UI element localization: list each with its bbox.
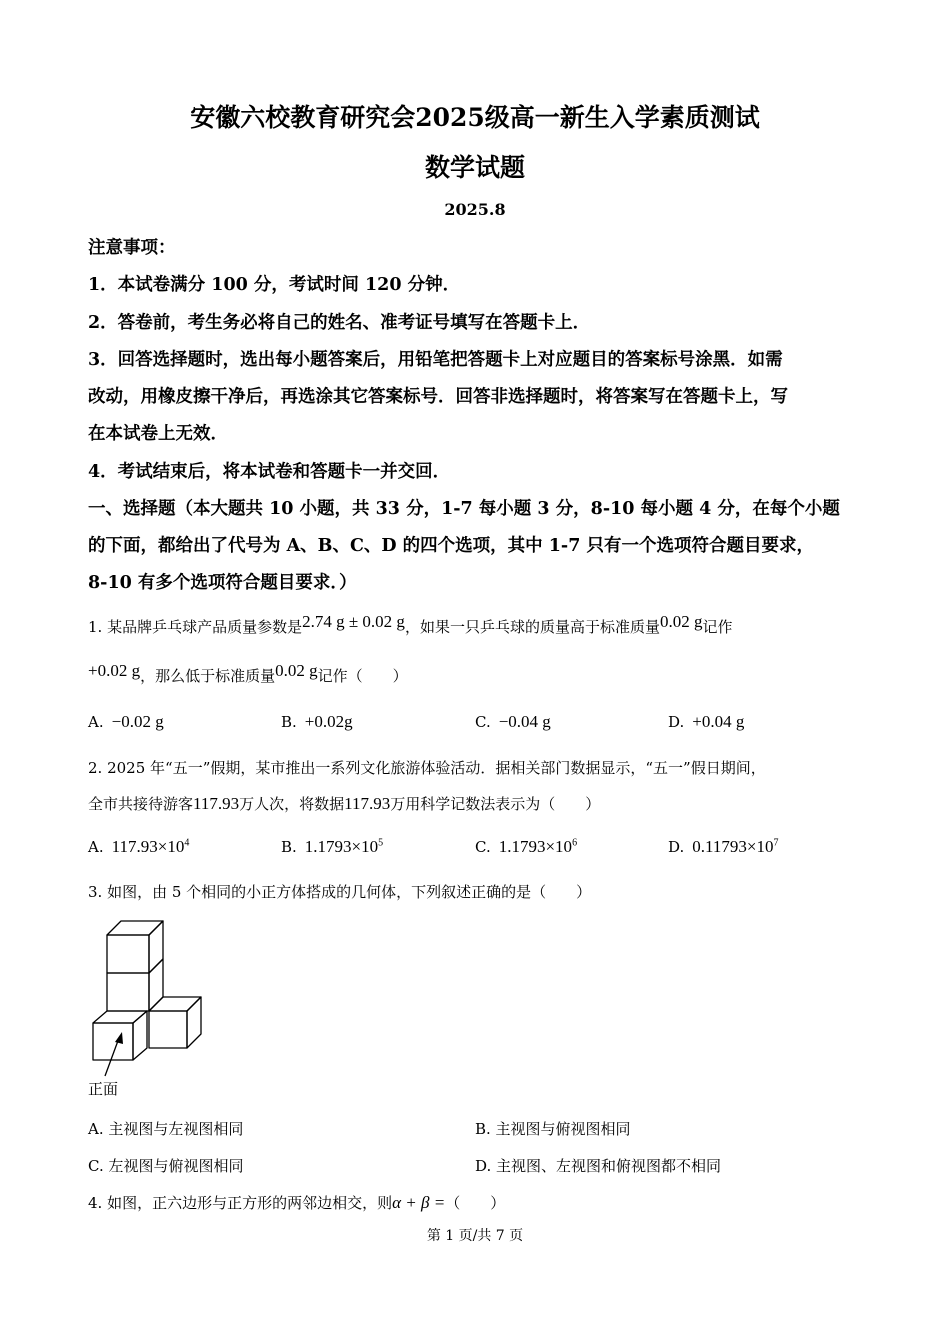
cube-front-side	[133, 1011, 147, 1060]
q3-option-c[interactable]: C. 左视图与俯视图相同	[88, 1157, 244, 1175]
q2-option-c[interactable]	[475, 837, 577, 857]
q2-option-d-value	[692, 837, 778, 856]
q1-option-b-value: +0.02g	[304, 712, 353, 731]
front-label: 正面	[88, 1080, 119, 1098]
front-arrow	[95, 1030, 135, 1080]
notice-item-4: 4．考试结束后，将本试卷和答题卡一并交回．	[88, 462, 451, 482]
cube-upper-front	[107, 935, 149, 973]
q1-math-plus: +0.02 g	[88, 661, 141, 680]
section-line-2: 的下面，都给出了代号为 A、B、C、D 的四个选项，其中 1-7 只有一个选项符合题目要求，	[88, 536, 814, 556]
question-1-line2	[88, 661, 408, 686]
q2-option-a-exp: 4	[184, 837, 190, 849]
notice-item-3-line3: 在本试卷上无效．	[88, 424, 228, 444]
q2-option-b[interactable]	[281, 837, 383, 857]
q4-math: α + β =	[392, 1193, 446, 1212]
q1-option-c-label: C.	[475, 713, 491, 731]
q4-text-2: （ ）	[445, 1194, 506, 1212]
q1-text-4: ，那么低于标准质量	[140, 667, 276, 685]
q1-option-d-label: D.	[668, 713, 685, 731]
q2-text-2: 万人次，将数据	[239, 795, 345, 813]
q1-option-d-value: +0.04 g	[692, 712, 745, 731]
q2-option-c-label: C.	[475, 838, 491, 856]
q4-text-1: 4. 如图，正六边形与正方形的两邻边相交，则	[88, 1194, 393, 1212]
q1-option-c[interactable]	[475, 712, 551, 732]
question-1-line1	[88, 612, 733, 637]
q1-option-b[interactable]	[281, 712, 353, 732]
q1-option-b-label: B.	[281, 713, 297, 731]
q2-option-a-base: 117.93×10	[111, 837, 185, 856]
q2-option-d-label: D.	[668, 838, 685, 856]
section-line-1: 一、选择题（本大题共 10 小题，共 33 分，1-7 每小题 3 分，8-10 每小题 4 分，在每个小题	[88, 499, 840, 519]
q2-option-b-base: 1.1793×10	[304, 837, 379, 856]
notice-item-2: 2．答卷前，考生务必将自己的姓名、准考证号填写在答题卡上．	[88, 313, 591, 333]
q3-option-d[interactable]: D. 主视图、左视图和俯视图都不相同	[475, 1157, 722, 1175]
question-2-line1: 2. 2025 年“五一”假期，某市推出一系列文化旅游体验活动．据相关部门数据显示，“五一”假日期间，	[88, 759, 766, 777]
q1-math-std-2: 0.02 g	[275, 661, 318, 680]
q2-option-d-exp: 7	[773, 837, 779, 849]
q1-option-a[interactable]	[88, 712, 164, 732]
q2-option-c-exp: 6	[572, 837, 578, 849]
q2-option-b-label: B.	[281, 838, 297, 856]
q2-option-b-exp: 5	[378, 837, 384, 849]
q3-option-a[interactable]: A. 主视图与左视图相同	[88, 1120, 244, 1138]
notice-item-1: 1．本试卷满分 100 分，考试时间 120 分钟．	[88, 275, 461, 295]
cube-top-face	[107, 921, 163, 935]
q1-text-5: 记作（ ）	[317, 667, 408, 685]
exam-subtitle: 数学试题	[424, 153, 525, 182]
question-3-stem: 3. 如图，由 5 个相同的小正方体搭成的几何体，下列叙述正确的是（ ）	[88, 883, 592, 901]
q3-option-b[interactable]: B. 主视图与俯视图相同	[475, 1120, 631, 1138]
notice-item-3-line1: 3．回答选择题时，选出每小题答案后，用铅笔把答题卡上对应题目的答案标号涂黑．如需	[88, 350, 783, 370]
q1-text-1: 1. 某品牌乒乓球产品质量参数是	[88, 618, 303, 636]
q1-option-c-value: −0.04 g	[498, 712, 551, 731]
q2-math-2: 117.93	[344, 794, 391, 813]
q2-option-a[interactable]	[88, 837, 189, 857]
q1-math-std: 0.02 g	[659, 612, 703, 631]
q2-option-d[interactable]	[668, 837, 778, 857]
notice-heading: 注意事项：	[88, 238, 176, 258]
question-4-stem	[88, 1192, 505, 1213]
q1-option-d[interactable]	[668, 712, 744, 732]
q2-option-a-value	[112, 837, 190, 856]
notice-item-3-line2: 改动，用橡皮擦干净后，再选涂其它答案标号．回答非选择题时，将答案写在答题卡上，写	[88, 387, 788, 407]
cube-right-front	[149, 1011, 187, 1048]
q1-text-2: ，如果一只乒乓球的质量高于标准质量	[404, 618, 660, 636]
cube-front-top	[93, 1011, 147, 1023]
q1-text-3: 记作	[702, 618, 733, 636]
q2-text-3: 万用科学记数法表示为（ ）	[390, 795, 601, 813]
q2-option-c-base: 1.1793×10	[498, 837, 573, 856]
q1-option-a-value: −0.02 g	[111, 712, 164, 731]
question-2-line2	[88, 793, 600, 814]
page-footer: 第 1 页/共 7 页	[426, 1228, 524, 1244]
section-line-3: 8-10 有多个选项符合题目要求．）	[88, 573, 357, 593]
q2-math-1: 117.93	[193, 794, 240, 813]
cube-right-side	[187, 997, 201, 1048]
q1-option-a-label: A.	[88, 713, 104, 731]
q2-text-1: 全市共接待游客	[88, 795, 194, 813]
q2-option-b-value	[305, 837, 383, 856]
exam-title: 安徽六校教育研究会2025级高一新生入学素质测试	[190, 103, 760, 132]
cube-middle-front	[107, 973, 149, 1011]
q2-option-a-label: A.	[88, 838, 104, 856]
q1-math-spec: 2.74 g ± 0.02 g	[302, 612, 405, 631]
q2-option-d-base: 0.11793×10	[692, 837, 774, 856]
exam-date: 2025.8	[444, 200, 506, 219]
q2-option-c-value	[499, 837, 577, 856]
